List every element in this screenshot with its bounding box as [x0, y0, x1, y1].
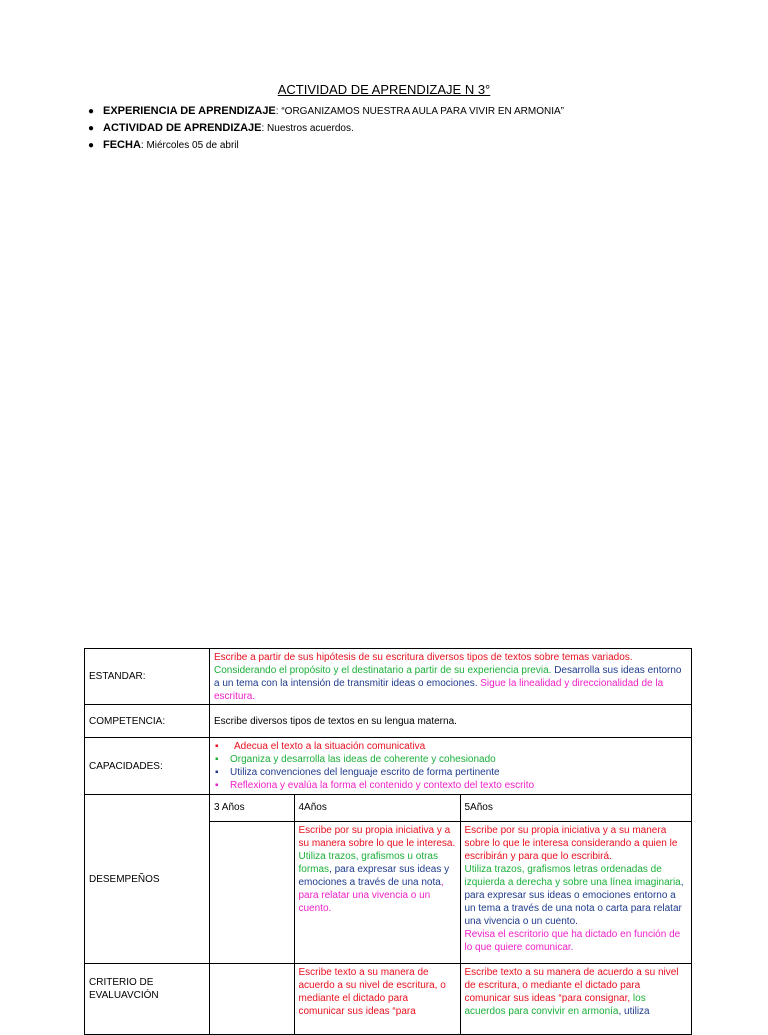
info-value: : Miércoles 05 de abril — [140, 140, 239, 151]
row-label: COMPETENCIA: — [85, 705, 210, 738]
table-row-desempenos — [85, 795, 692, 964]
row-label: DESEMPEÑOS — [85, 795, 210, 964]
bullet-icon: ▪ — [215, 767, 219, 778]
cell-4-anos: Escribe texto a su manera de acuerdo a su nivel de escritura, o mediante el dictado para comunicar sus ideas “para — [294, 964, 460, 1034]
info-label: ACTIVIDAD DE APRENDIZAJE — [103, 122, 262, 134]
list-item: ▪ Utiliza convenciones del lenguaje escrito de forma pertinente — [215, 767, 500, 778]
estandar-part-4: Sigue la linealidad y direccionalidad de la escritura. — [214, 677, 664, 702]
cell-3-anos — [210, 821, 294, 963]
capacidades-cell — [210, 738, 692, 795]
list-item: ▪ Reflexiona y evalúa la forma el contenido y contexto del texto escrito — [215, 780, 535, 791]
capacidades-list — [214, 740, 687, 792]
row-label: CRITERIO DE EVALUAVCIÓN — [85, 964, 210, 1035]
table-row — [210, 821, 692, 963]
estandar-text — [210, 649, 692, 705]
info-label: EXPERIENCIA DE APRENDIZAJE — [103, 105, 276, 117]
planning-table — [84, 648, 692, 1035]
header-3-anos: 3 Años — [210, 795, 294, 821]
header-5-anos: 5Años — [460, 795, 692, 821]
table-row-estandar — [85, 649, 692, 705]
bullet-icon: ▪ — [215, 754, 219, 765]
list-item: ▪ Adecua el texto a la situación comunicativa — [215, 741, 426, 752]
info-value: : Nuestros acuerdos. — [261, 123, 354, 134]
cell-5-anos: Escribe texto a su manera de acuerdo a su nivel de escritura, o mediante el dictado para comunicar sus ideas “para consignar, los acuerdos para convivir en armonía, utiliza — [460, 964, 692, 1034]
header-4-anos: 4Años — [294, 795, 460, 821]
bullet-icon: ● — [88, 123, 95, 134]
info-item-experiencia — [88, 103, 564, 120]
info-value: : “ORGANIZAMOS NUESTRA AULA PARA VIVIR EN ARMONIA” — [275, 106, 564, 117]
bullet-icon: ● — [88, 140, 95, 151]
estandar-part-2: Considerando el propósito y el destinatario a partir de su experiencia previa. — [214, 664, 552, 676]
table-row-competencia — [85, 705, 692, 738]
page-title: ACTIVIDAD DE APRENDIZAJE N 3° — [277, 82, 491, 97]
list-item: ▪ Organiza y desarrolla las ideas de coherente y cohesionado — [215, 754, 496, 765]
competencia-text: Escribe diversos tipos de textos en su lengua materna. — [210, 705, 692, 738]
bullet-icon: ● — [88, 106, 95, 117]
bullet-icon: ▪ — [215, 741, 219, 752]
cell-4-anos: Escribe por su propia iniciativa y a su manera sobre lo que le interesa. Utiliza trazos, grafismos u otras formas, para expresar sus ideas y emociones a través de una nota, para relatar una vivencia o un cuento. — [294, 821, 460, 963]
row-label: ESTANDAR: — [85, 649, 210, 705]
info-item-actividad — [88, 120, 564, 137]
cell-5-anos: Escribe por su propia iniciativa y a su manera sobre lo que le interesa considerando a quien le escribirán y para que lo escribirá. Utiliza trazos, grafismos letras ordenadas de izquierda a derecha y sobre una línea imaginaria, para expresar sus ideas o emociones entorno a un tema a través de una nota o carta para relatar una vivencia o un cuento. Revisa el escritorio que ha dictado en función de lo que quiere comunicar. — [460, 821, 692, 963]
table-row-capacidades — [85, 738, 692, 795]
estandar-part-3: Desarrolla sus ideas entorno a un tema con la intensión de transmitir ideas o emociones. — [214, 664, 682, 689]
desempenos-inner-table — [210, 795, 692, 963]
info-list — [88, 103, 564, 154]
table-row — [210, 795, 692, 821]
bullet-icon: ▪ — [215, 780, 219, 791]
info-label: FECHA — [103, 139, 141, 151]
info-item-fecha — [88, 137, 564, 154]
estandar-part-1: Escribe a partir de sus hipótesis de su escritura diversos tipos de textos sobre temas variados. — [214, 651, 633, 663]
desempenos-cell — [210, 795, 692, 964]
row-label: CAPACIDADES: — [85, 738, 210, 795]
